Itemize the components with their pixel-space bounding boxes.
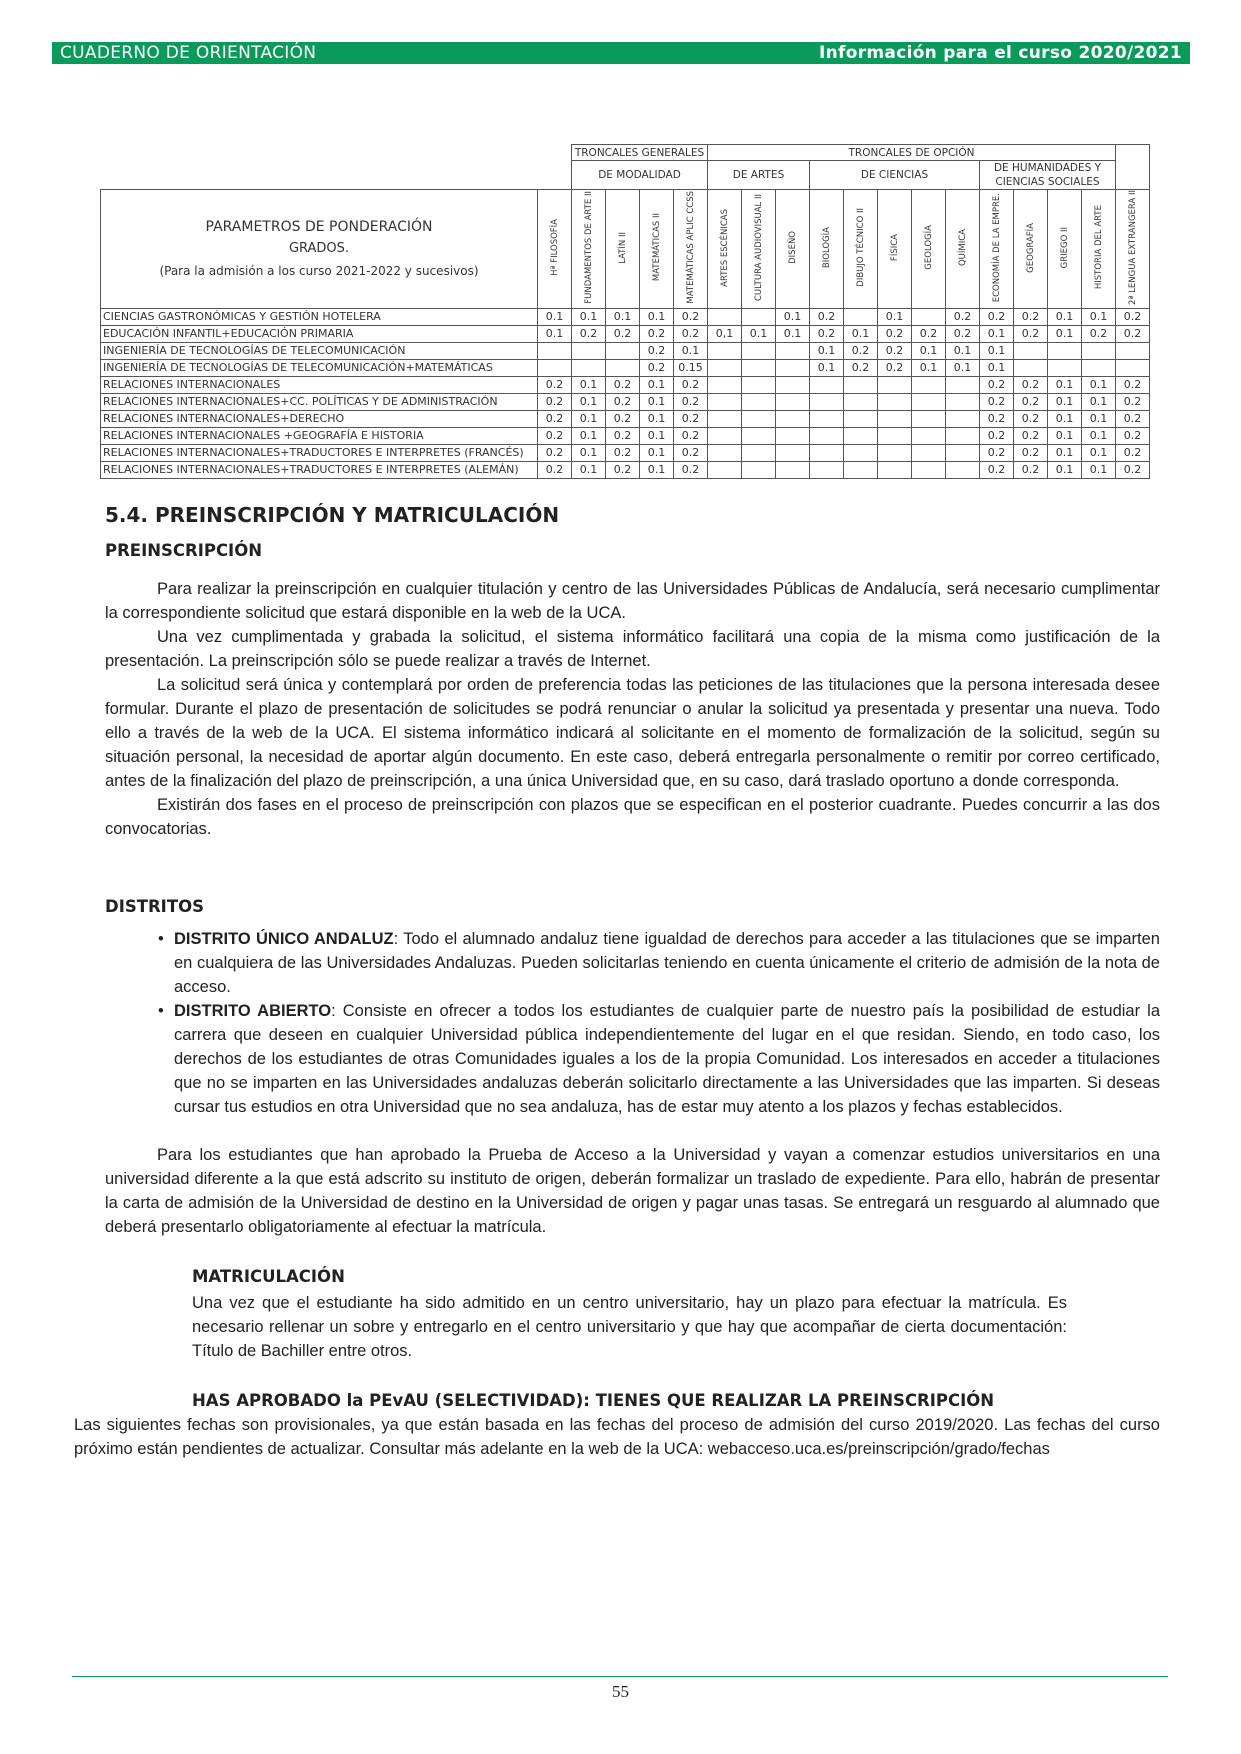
- weight-cell: [912, 410, 946, 427]
- sub-ciencias: DE CIENCIAS: [810, 161, 980, 190]
- paragraph: Una vez cumplimentada y grabada la solicitud, el sistema informático facilitará una copia de la misma como justificación de la presentación. La preinscripción sólo se puede realizar a través de Internet.: [105, 628, 1160, 670]
- page-number: 55: [612, 1682, 629, 1701]
- matriculacion-body: [192, 1291, 1067, 1363]
- weight-cell: [742, 410, 776, 427]
- weight-cell: [742, 444, 776, 461]
- weight-cell: [776, 461, 810, 478]
- weight-cell: [810, 376, 844, 393]
- weight-cell: [538, 359, 572, 376]
- weight-cell: 0.2: [572, 325, 606, 342]
- page-header: [52, 42, 1190, 64]
- weight-cell: [1116, 342, 1150, 359]
- list-item: [160, 927, 1160, 999]
- weight-cell: 0.2: [878, 359, 912, 376]
- weight-cell: [912, 376, 946, 393]
- weight-cell: [912, 393, 946, 410]
- weight-cell: 0.1: [538, 325, 572, 342]
- weight-cell: 0.2: [878, 342, 912, 359]
- column-header: [844, 190, 878, 309]
- table-note: (Para la admisión a los curso 2021-2022 y sucesivos): [159, 263, 479, 278]
- weight-cell: 0.2: [1014, 393, 1048, 410]
- weight-cell: 0.1: [912, 359, 946, 376]
- weight-cell: 0.1: [606, 308, 640, 325]
- weight-cell: [1048, 359, 1082, 376]
- weight-cell: [878, 376, 912, 393]
- weight-cell: 0.2: [606, 325, 640, 342]
- column-header: [1116, 190, 1150, 309]
- weight-cell: 0,1: [708, 325, 742, 342]
- weight-cell: 0.2: [844, 342, 878, 359]
- weight-cell: 0.1: [1048, 393, 1082, 410]
- bullet-title: DISTRITO ÚNICO ANDALUZ: [174, 930, 394, 948]
- table-row: [101, 342, 1150, 359]
- column-header-label: 2ª LENGUA EXTRANGERA II: [1127, 190, 1138, 305]
- sub-artes: DE ARTES: [708, 161, 810, 190]
- column-header-label: GEOLOGÍA: [923, 225, 934, 270]
- weight-cell: 0.2: [606, 444, 640, 461]
- column-header: [606, 190, 640, 309]
- weight-cell: 0.2: [674, 393, 708, 410]
- weight-cell: 0.1: [980, 359, 1014, 376]
- weight-cell: 0.1: [742, 325, 776, 342]
- weight-cell: [844, 393, 878, 410]
- weight-cell: 0.2: [606, 410, 640, 427]
- table-row: [101, 359, 1150, 376]
- table-row: [101, 461, 1150, 478]
- weight-cell: 0.2: [980, 393, 1014, 410]
- degree-name: RELACIONES INTERNACIONALES+CC. POLÍTICAS Y DE ADMINISTRACIÓN: [101, 393, 538, 410]
- weight-cell: 0.1: [1048, 444, 1082, 461]
- degree-name: INGENIERÍA DE TECNOLOGÍAS DE TELECOMUNICACIÓN+MATEMÁTICAS: [101, 359, 538, 376]
- weight-cell: [708, 410, 742, 427]
- weight-cell: [844, 444, 878, 461]
- weight-cell: 0.2: [980, 427, 1014, 444]
- weight-cell: 0.2: [640, 325, 674, 342]
- weight-cell: [742, 376, 776, 393]
- weight-cell: [708, 359, 742, 376]
- weight-cell: [572, 359, 606, 376]
- weight-cell: 0.2: [606, 461, 640, 478]
- weight-cell: 0.1: [844, 325, 878, 342]
- weight-cell: 0.1: [912, 342, 946, 359]
- weight-cell: [810, 427, 844, 444]
- weight-cell: [810, 410, 844, 427]
- weight-cell: [572, 342, 606, 359]
- degree-name: RELACIONES INTERNACIONALES+TRADUCTORES E INTERPRETES (ALEMÁN): [101, 461, 538, 478]
- weight-cell: 0.1: [1082, 308, 1116, 325]
- weight-cell: 0.1: [640, 410, 674, 427]
- weight-cell: [844, 410, 878, 427]
- weight-cell: 0.1: [1082, 376, 1116, 393]
- weight-cell: [776, 376, 810, 393]
- weight-cell: [946, 376, 980, 393]
- group-troncales-generales: TRONCALES GENERALES: [572, 145, 708, 161]
- weight-cell: 0.1: [1048, 427, 1082, 444]
- weight-cell: 0.2: [1014, 461, 1048, 478]
- column-header: [538, 190, 572, 309]
- weight-cell: 0.2: [538, 444, 572, 461]
- weight-cell: 0.2: [946, 325, 980, 342]
- weight-cell: [606, 342, 640, 359]
- weight-cell: 0.1: [640, 308, 674, 325]
- weight-cell: [742, 461, 776, 478]
- section-title: 5.4. PREINSCRIPCIÓN Y MATRICULACIÓN: [105, 503, 560, 527]
- column-header: [980, 190, 1014, 309]
- group-troncales-opcion: TRONCALES DE OPCIÓN: [708, 145, 1116, 161]
- weight-cell: [776, 444, 810, 461]
- weight-cell: [742, 359, 776, 376]
- weight-cell: [742, 393, 776, 410]
- pevau-heading: HAS APROBADO la PEvAU (SELECTIVIDAD): TIENES QUE REALIZAR LA PREINSCRIPCIÓN: [192, 1391, 995, 1410]
- paragraph: La solicitud será única y contemplará por orden de preferencia todas las peticiones de las titulaciones que la persona interesada desee formular. Durante el plazo de presentación de solicitudes se podrá renunciar o anular la solicitud ya presentada y presentar una nueva. Todo ello a través de la web de la UCA. El sistema informático indicará al solicitante en el momento de formalización de la solicitud, según su situación personal, la necesidad de aportar algún documento. En este caso, deberá entregarla personalmente o remitir por correo certificado, antes de la finalización del plazo de preinscripción, a una única Universidad que, en su caso, dará traslado oportuno a donde corresponda.: [105, 676, 1160, 790]
- weight-cell: 0.2: [1116, 444, 1150, 461]
- sub-modalidad: DE MODALIDAD: [572, 161, 708, 190]
- preinscripcion-heading: PREINSCRIPCIÓN: [105, 541, 263, 560]
- weight-cell: 0.1: [572, 393, 606, 410]
- weight-cell: 0.1: [640, 393, 674, 410]
- matriculacion-heading: MATRICULACIÓN: [192, 1267, 345, 1286]
- degree-name: INGENIERÍA DE TECNOLOGÍAS DE TELECOMUNICACIÓN: [101, 342, 538, 359]
- weight-cell: [776, 393, 810, 410]
- weight-cell: 0.2: [606, 393, 640, 410]
- weight-cell: 0.1: [1048, 376, 1082, 393]
- table-body: [101, 308, 1150, 478]
- weight-cell: [946, 461, 980, 478]
- weight-cell: [776, 427, 810, 444]
- weight-cell: 0.1: [1048, 308, 1082, 325]
- weight-cell: 0.2: [1082, 325, 1116, 342]
- header-right-title: Información para el curso 2020/2021: [819, 43, 1182, 63]
- weight-cell: [946, 444, 980, 461]
- bullet-icon: •: [158, 930, 164, 948]
- column-header-row: [101, 190, 1150, 309]
- weight-cell: 0.2: [810, 308, 844, 325]
- weight-cell: [878, 444, 912, 461]
- weight-cell: 0.1: [946, 342, 980, 359]
- weight-cell: [708, 427, 742, 444]
- column-header-label: BIOLOGÍA: [821, 226, 832, 268]
- weight-cell: 0.2: [1116, 461, 1150, 478]
- weight-cell: 0.1: [776, 308, 810, 325]
- weight-cell: [844, 376, 878, 393]
- weight-cell: [844, 427, 878, 444]
- degree-name: CIENCIAS GASTRONÓMICAS Y GESTIÓN HOTELERA: [101, 308, 538, 325]
- weight-cell: [776, 410, 810, 427]
- weight-cell: [1048, 342, 1082, 359]
- bullet-text: : Todo el alumnado andaluz tiene igualdad de derechos para acceder a las titulaciones que se imparten en cualquiera de las Universidades Andaluzas. Pueden solicitarlas teniendo en cuenta únicamente el criterio de admisión de la nota de acceso.: [174, 930, 1160, 996]
- column-header-label: GEOGRAFÍA: [1025, 222, 1036, 273]
- weight-cell: 0.2: [1116, 393, 1150, 410]
- weight-cell: 0.1: [572, 410, 606, 427]
- weight-cell: 0.1: [1048, 325, 1082, 342]
- weight-cell: 0.2: [606, 376, 640, 393]
- weight-cell: [912, 461, 946, 478]
- table-title-cell: [101, 190, 538, 309]
- weight-cell: 0.2: [1014, 325, 1048, 342]
- column-header-label: LATÍN II: [617, 231, 628, 264]
- bullet-title: DISTRITO ABIERTO: [174, 1002, 332, 1020]
- table-row: [101, 325, 1150, 342]
- weight-cell: [708, 342, 742, 359]
- column-header-label: MATEMÁTICAS II: [651, 213, 662, 282]
- weight-cell: [1116, 359, 1150, 376]
- column-header-label: QUÍMICA: [957, 228, 968, 266]
- table-row: [101, 444, 1150, 461]
- weight-cell: 0.1: [1082, 427, 1116, 444]
- column-header: [1014, 190, 1048, 309]
- column-header: [776, 190, 810, 309]
- column-header-label: DISEÑO: [787, 231, 798, 264]
- degree-name: RELACIONES INTERNACIONALES +GEOGRAFÍA E HISTORIA: [101, 427, 538, 444]
- column-header: [810, 190, 844, 309]
- paragraph: Las siguientes fechas son provisionales, ya que están basada en las fechas del proceso de admisión del curso 2019/2020. Las fechas del curso próximo están pendientes de actualizar. Consultar más adelante en la web de la UCA: webacceso.uca.es/preinscripción/grado/fechas: [74, 1416, 1160, 1458]
- weight-cell: [844, 461, 878, 478]
- weight-cell: [810, 444, 844, 461]
- weight-cell: 0.2: [538, 393, 572, 410]
- weight-cell: [878, 393, 912, 410]
- weight-cell: 0.2: [674, 461, 708, 478]
- weight-cell: [1082, 342, 1116, 359]
- weight-cell: 0.2: [1116, 308, 1150, 325]
- weight-cell: 0.2: [878, 325, 912, 342]
- degree-name: RELACIONES INTERNACIONALES+TRADUCTORES E INTERPRETES (FRANCÉS): [101, 444, 538, 461]
- weight-cell: [742, 427, 776, 444]
- weight-cell: 0.2: [1116, 376, 1150, 393]
- list-item: [160, 999, 1160, 1119]
- table-row: [101, 427, 1150, 444]
- weight-cell: 0.2: [640, 359, 674, 376]
- weight-cell: 0.1: [946, 359, 980, 376]
- weight-cell: 0.2: [946, 308, 980, 325]
- weight-cell: 0.2: [674, 444, 708, 461]
- pevau-body: [74, 1413, 1160, 1461]
- column-header: [572, 190, 606, 309]
- weight-cell: 0.1: [1082, 461, 1116, 478]
- weight-cell: 0.1: [572, 461, 606, 478]
- weight-cell: 0.2: [980, 308, 1014, 325]
- column-header: [674, 190, 708, 309]
- weight-cell: [708, 444, 742, 461]
- weight-cell: 0.1: [1082, 393, 1116, 410]
- weight-cell: 0.2: [640, 342, 674, 359]
- weight-cell: 0.1: [572, 427, 606, 444]
- table-row: [101, 308, 1150, 325]
- table-subtitle: GRADOS.: [288, 240, 350, 256]
- weight-cell: 0.2: [538, 427, 572, 444]
- weight-cell: 0.2: [980, 461, 1014, 478]
- weight-cell: 0.2: [674, 308, 708, 325]
- weight-cell: 0.1: [980, 342, 1014, 359]
- weight-cell: 0.2: [674, 427, 708, 444]
- column-header-label: CULTURA AUDIOVISUAL II: [753, 193, 764, 301]
- weight-cell: 0.1: [674, 342, 708, 359]
- header-left-title: CUADERNO DE ORIENTACIÓN: [60, 43, 317, 63]
- weight-cell: 0.2: [674, 410, 708, 427]
- column-header-label: FÍSICA: [889, 233, 900, 261]
- weight-cell: [1014, 342, 1048, 359]
- weight-cell: [606, 359, 640, 376]
- weight-cell: 0.1: [640, 376, 674, 393]
- weight-cell: 0.1: [1082, 410, 1116, 427]
- weight-cell: [912, 427, 946, 444]
- weight-cell: 0.2: [538, 461, 572, 478]
- column-header: [708, 190, 742, 309]
- weight-cell: [742, 308, 776, 325]
- column-header: [1082, 190, 1116, 309]
- paragraph: Para los estudiantes que han aprobado la Prueba de Acceso a la Universidad y vayan a comenzar estudios universitarios en una universidad diferente a la que está adscrito su instituto de origen, deberán formalizar un traslado de expediente. Para ello, habrán de presentar la carta de admisión de la Universidad de destino en la Universidad de origen y pagar unas tasas. Se entregará un resguardo al alumnado que deberá presentarlo obligatoriamente al efectuar la matrícula.: [105, 1146, 1160, 1236]
- sub-humanidades: DE HUMANIDADES Y CIENCIAS SOCIALES: [980, 161, 1116, 190]
- column-header-label: FUNDAMENTOS DE ARTE II: [583, 191, 594, 304]
- bullet-text: : Consiste en ofrecer a todos los estudiantes de cualquier parte de nuestro país la posibilidad de estudiar la carrera que deseen en cualquier Universidad pública independientemente del lugar en el que residan. Siendo, en todo caso, los derechos de los estudiantes de otras Comunidades iguales a los de la propia Comunidad. Los interesados en acceder a titulaciones que no se imparten en las Universidades andaluzas deberán solicitarlo directamente a las Universidades que las imparten. Si deseas cursar tus estudios en otra Universidad que no sea andaluza, has de estar muy atento a los plazos y fechas establecidos.: [174, 1002, 1161, 1116]
- weight-cell: 0.2: [1116, 410, 1150, 427]
- column-header: [640, 190, 674, 309]
- weight-cell: 0.1: [640, 461, 674, 478]
- column-header: [1048, 190, 1082, 309]
- weight-cell: [912, 308, 946, 325]
- weight-cell: [1082, 359, 1116, 376]
- weight-cell: 0.1: [1082, 444, 1116, 461]
- weight-cell: [912, 444, 946, 461]
- weight-cell: 0.2: [1014, 376, 1048, 393]
- preinscripcion-body: [105, 577, 1160, 841]
- column-header-label: ARTES ESCÉNICAS: [719, 208, 730, 287]
- weight-cell: 0.1: [878, 308, 912, 325]
- weight-cell: 0.2: [538, 410, 572, 427]
- weight-cell: 0.2: [1014, 444, 1048, 461]
- weight-cell: 0.1: [810, 342, 844, 359]
- distritos-heading: DISTRITOS: [105, 897, 204, 916]
- table-row: [101, 410, 1150, 427]
- degree-name: EDUCACIÓN INFANTIL+EDUCACIÓN PRIMARIA: [101, 325, 538, 342]
- weight-cell: [708, 376, 742, 393]
- weight-cell: 0.1: [1048, 410, 1082, 427]
- column-header-label: GRIEGO II: [1059, 226, 1070, 269]
- weight-cell: [878, 427, 912, 444]
- column-header: [878, 190, 912, 309]
- table-row: [101, 376, 1150, 393]
- table-row: [101, 393, 1150, 410]
- column-header-label: ECONOMÍA DE LA EMPRE.: [991, 192, 1002, 303]
- column-header-label: DIBUJO TÉCNICO II: [855, 208, 866, 287]
- weight-cell: [946, 410, 980, 427]
- weight-cell: [776, 359, 810, 376]
- weight-cell: [878, 461, 912, 478]
- weight-cell: 0.1: [640, 444, 674, 461]
- weight-cell: 0.2: [980, 376, 1014, 393]
- weight-cell: 0.2: [1014, 410, 1048, 427]
- weight-cell: [844, 308, 878, 325]
- weight-cell: 0.1: [1048, 461, 1082, 478]
- weight-cell: [810, 393, 844, 410]
- weight-cell: 0.1: [980, 325, 1014, 342]
- column-header-label: Hª FILOSOFÍA: [549, 219, 560, 276]
- weight-cell: [810, 461, 844, 478]
- paragraph: Existirán dos fases en el proceso de preinscripción con plazos que se especifican en el posterior cuadrante. Puedes concurrir a las dos convocatorias.: [105, 796, 1160, 838]
- degree-name: RELACIONES INTERNACIONALES: [101, 376, 538, 393]
- table-title: PARAMETROS DE PONDERACIÓN: [205, 218, 433, 235]
- weight-cell: 0.2: [674, 325, 708, 342]
- weight-cell: 0.1: [538, 308, 572, 325]
- weight-cell: 0.2: [1116, 427, 1150, 444]
- weight-cell: [776, 342, 810, 359]
- weight-cell: [878, 410, 912, 427]
- paragraph: Una vez que el estudiante ha sido admitido en un centro universitario, hay un plazo para efectuar la matrícula. Es necesario rellenar un sobre y entregarlo en el centro universitario y que hay que acompañar de cierta documentación: Título de Bachiller entre otros.: [192, 1294, 1067, 1360]
- weight-cell: [946, 393, 980, 410]
- weight-cell: 0.1: [810, 359, 844, 376]
- weight-cell: [708, 461, 742, 478]
- weight-cell: 0.2: [980, 444, 1014, 461]
- weight-cell: 0.2: [538, 376, 572, 393]
- weight-cell: 0.2: [606, 427, 640, 444]
- column-header-label: HISTORIA DEL ARTE: [1093, 205, 1104, 290]
- column-header: [946, 190, 980, 309]
- paragraph: Para realizar la preinscripción en cualquier titulación y centro de las Universidades Públicas de Andalucía, será necesario cumplimentar la correspondiente solicitud que estará disponible en la web de la UCA.: [105, 580, 1160, 622]
- weight-cell: 0.2: [1116, 325, 1150, 342]
- weight-cell: [708, 393, 742, 410]
- weight-cell: 0.2: [674, 376, 708, 393]
- footer-divider: [72, 1676, 1168, 1677]
- weight-cell: [742, 342, 776, 359]
- weight-cell: 0.2: [1014, 427, 1048, 444]
- weighting-table: [100, 144, 1150, 479]
- distritos-paragraph: [105, 1143, 1160, 1239]
- weight-cell: 0.15: [674, 359, 708, 376]
- weight-cell: [538, 342, 572, 359]
- weight-cell: [1014, 359, 1048, 376]
- weight-cell: 0.1: [572, 376, 606, 393]
- weight-cell: [946, 427, 980, 444]
- weight-cell: 0.2: [980, 410, 1014, 427]
- distritos-list: [160, 927, 1160, 1119]
- weight-cell: 0.2: [1014, 308, 1048, 325]
- weight-cell: 0.2: [810, 325, 844, 342]
- weight-cell: [708, 308, 742, 325]
- degree-name: RELACIONES INTERNACIONALES+DERECHO: [101, 410, 538, 427]
- weight-cell: 0.1: [640, 427, 674, 444]
- weight-cell: 0.2: [912, 325, 946, 342]
- weight-cell: 0.2: [844, 359, 878, 376]
- column-header: [912, 190, 946, 309]
- column-header: [742, 190, 776, 309]
- weight-cell: 0.1: [776, 325, 810, 342]
- weight-cell: 0.1: [572, 308, 606, 325]
- column-header-label: MATEMÁTICAS APLIC CCSS: [685, 191, 696, 304]
- bullet-icon: •: [158, 1002, 164, 1020]
- weight-cell: 0.1: [572, 444, 606, 461]
